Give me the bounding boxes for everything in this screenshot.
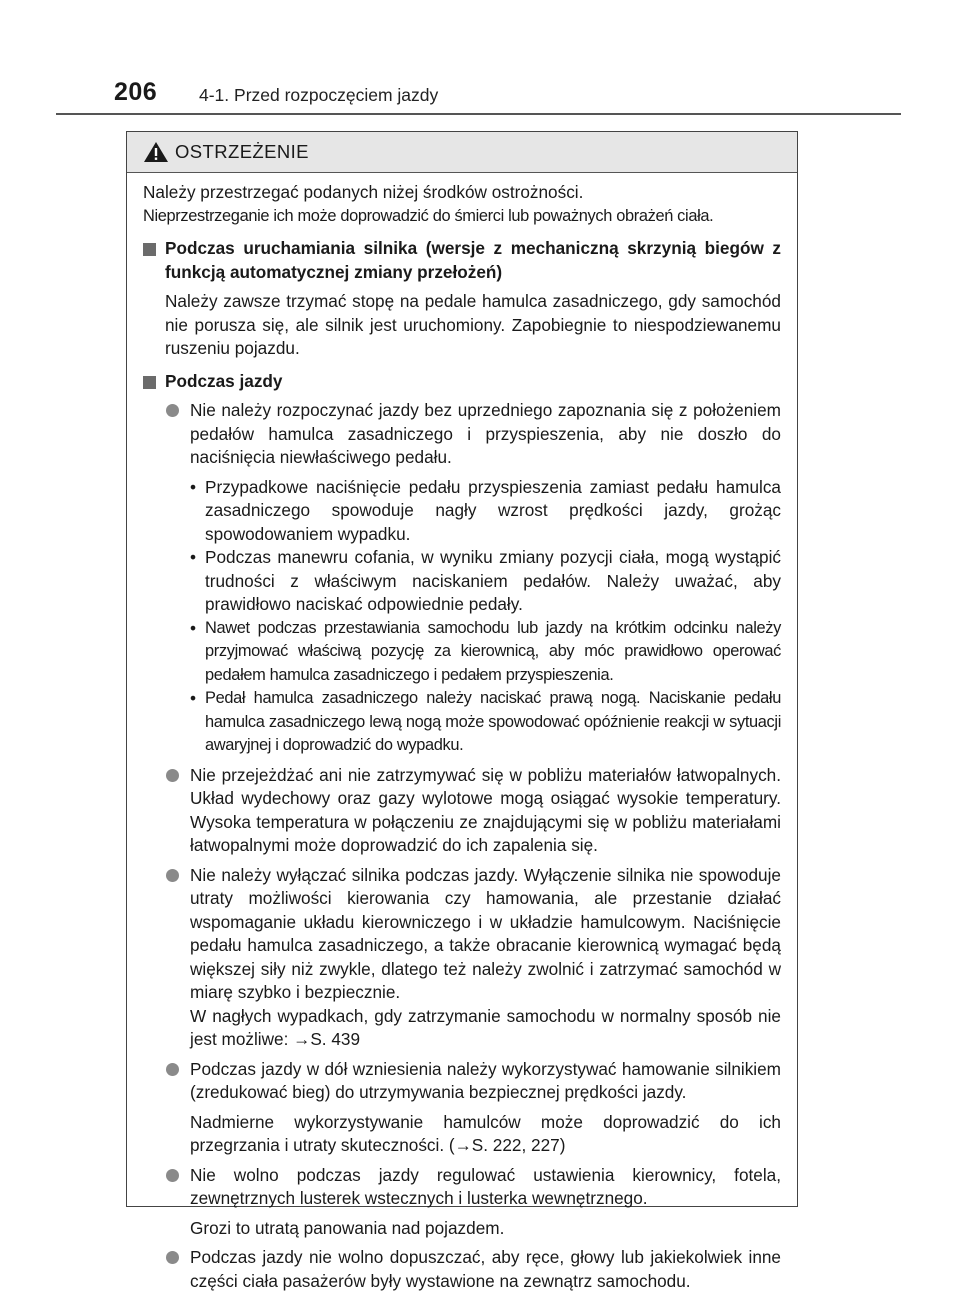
sub-list-item-text: Przypadkowe naciśnięcie pedału przyspieszenia zamiast pedału hamulca zasadniczego spowoduje nagły wzrost prędkości jazdy, grożąc spowodowaniem wypadku.	[205, 476, 781, 544]
warning-header	[127, 132, 797, 173]
circle-bullet-icon	[166, 1169, 179, 1182]
list-item	[143, 1164, 781, 1241]
list-item	[143, 1058, 781, 1158]
warning-triangle-icon	[143, 141, 169, 163]
bullet-icon: •	[190, 688, 197, 708]
warning-box	[126, 131, 798, 1291]
warning-title: OSTRZEŻENIE	[175, 141, 309, 162]
list-item	[143, 1246, 781, 1293]
circle-bullet-icon	[166, 769, 179, 782]
list-item-extra: W nagłych wypadkach, gdy zatrzymanie samochodu w normalny sposób nie jest możliwe: →S. 439	[190, 1005, 781, 1049]
circle-bullet-icon	[166, 404, 179, 417]
list-item-extra: Grozi to utratą panowania nad pojazdem.	[190, 1217, 505, 1238]
page-number: 206	[114, 78, 158, 106]
section-title-engine-start: Podczas uruchamiania silnika (wersje z mechaniczną skrzynią biegów z funkcją automatycznej zmiany przełożeń)	[165, 238, 781, 282]
list-item	[143, 399, 781, 470]
list-item-text: Nie przejeżdżać ani nie zatrzymywać się w pobliżu materiałów łatwopalnych. Układ wydechowy oraz gazy wylotowe mogą osiągać wysokie temperatury. Wysoka temperatura w połączeniu ze znajdującymi się w pobliżu materiałami łatwopalnymi może doprowadzić do ich zapalenia się.	[190, 764, 781, 855]
section-driving	[143, 370, 781, 394]
intro-text: Należy przestrzegać podanych niżej środków ostrożności.	[143, 182, 584, 202]
header-divider	[56, 113, 901, 115]
circle-bullet-icon	[166, 1063, 179, 1076]
sub-list-item	[143, 687, 781, 758]
section-title: 4-1. Przed rozpoczęciem jazdy	[199, 85, 439, 105]
section-engine-start	[143, 237, 781, 361]
section-text: Należy zawsze trzymać stopę na pedale hamulca zasadniczego, gdy samochód nie porusza się, ale silnik jest uruchomiony. Zapobiegnie to niespodziewanemu ruszeniu pojazdu.	[165, 291, 781, 358]
list-item	[143, 864, 781, 1052]
sub-list-item-text: Pedał hamulca zasadniczego należy naciskać prawą nogą. Naciskanie pedału hamulca zasadniczego lewą nogą może spowodować opóźnienie reakcji w sytuacji awaryjnej i doprowadzić do wypadku.	[205, 689, 781, 754]
list-item-text: Nie należy rozpoczynać jazdy bez uprzedniego zapoznania się z położeniem pedałów hamulca zasadniczego i przyspieszenia, aby nie doszło do naciśnięcia niewłaściwego pedału.	[190, 400, 781, 467]
bullet-icon: •	[190, 617, 197, 638]
list-item-text: Podczas jazdy nie wolno dopuszczać, aby ręce, głowy lub jakiekolwiek inne części ciała pasażerów były wystawione na zewnątrz samochodu.	[190, 1247, 781, 1291]
sub-list-item-text: Podczas manewru cofania, w wyniku zmiany pozycji ciała, mogą wystąpić trudności z właściwym naciskaniem pedałów. Należy uważać, aby prawidłowo naciskać odpowiednie pedały.	[205, 547, 781, 614]
sub-list-item	[143, 546, 781, 617]
page-header	[114, 76, 934, 112]
sub-list-item-text: Nawet podczas przestawiania samochodu lub jazdy na krótkim odcinku należy przyjmować właściwą pozycję za kierownicą, aby móc prawidłowo operować pedałem hamulca zasadniczego i pedałem przyspieszenia.	[205, 618, 781, 684]
sub-list-item	[143, 476, 781, 547]
square-bullet-icon	[143, 243, 156, 256]
section-title-driving: Podczas jazdy	[165, 370, 283, 391]
list-item-extra: Nadmierne wykorzystywanie hamulców może doprowadzić do ich przegrzania i utraty skuteczności. (→S. 222, 227)	[190, 1111, 781, 1155]
circle-bullet-icon	[166, 869, 179, 882]
intro-text-2: Nieprzestrzeganie ich może doprowadzić do śmierci lub poważnych obrażeń ciała.	[143, 206, 714, 225]
list-item	[143, 764, 781, 858]
list-item-text: Nie należy wyłączać silnika podczas jazdy. Wyłączenie silnika nie spowoduje utraty możliwości kierowania czy hamowania, ale przestanie działać wspomaganie układu kierowniczego i w układzie hamulcowym. Naciśnięcie pedału hamulca zasadniczego, a także obracanie kierownicą wymagać będą większej siły niż zwykle, dlatego też należy zwolnić i zatrzymać samochód w miarę szybko i bezpiecznie.	[190, 864, 781, 1002]
list-item-text: Podczas jazdy w dół wzniesienia należy wykorzystywać hamowanie silnikiem (zredukować bieg) do utrzymywania bezpiecznej prędkości jazdy.	[190, 1058, 781, 1102]
bullet-icon: •	[190, 547, 197, 567]
list-item-text: Nie wolno podczas jazdy regulować ustawienia kierownicy, fotela, zewnętrznych lusterek wstecznych i lusterka wewnętrznego.	[190, 1164, 781, 1208]
circle-bullet-icon	[166, 1251, 179, 1264]
warning-body	[127, 173, 797, 1293]
square-bullet-icon	[143, 376, 156, 389]
sub-list-item	[143, 617, 781, 688]
bullet-icon: •	[190, 476, 197, 497]
